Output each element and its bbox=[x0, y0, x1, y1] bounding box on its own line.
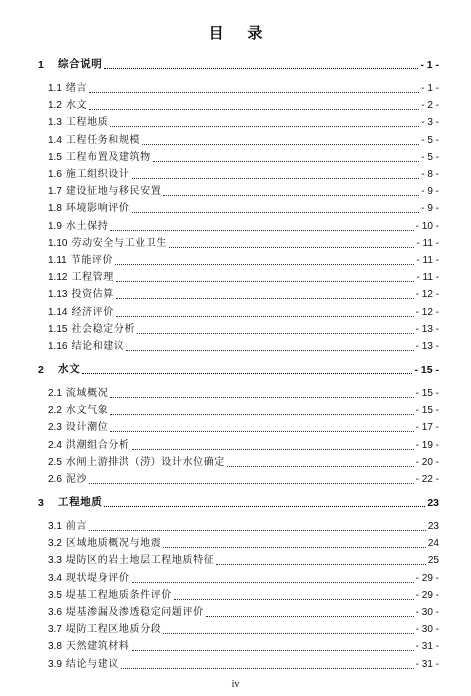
toc-entry-page: - 2 - bbox=[421, 100, 439, 112]
toc-entry-title: 绪言 bbox=[65, 83, 88, 94]
toc-entry-title: 流域概况 bbox=[65, 388, 109, 399]
toc-entry-page: - 19 - bbox=[415, 439, 439, 451]
dot-leader bbox=[89, 92, 419, 93]
dot-leader bbox=[206, 616, 414, 617]
toc-entry-number: 1.5 bbox=[48, 151, 62, 163]
toc-entry-title: 洪潮组合分析 bbox=[65, 439, 130, 451]
toc-entry-title: 区域地质概况与地震 bbox=[65, 538, 162, 550]
toc-entry-page: 23 bbox=[427, 497, 439, 509]
dot-leader bbox=[132, 582, 414, 583]
toc-entry-title: 工程地质 bbox=[65, 117, 109, 129]
toc-entry-title: 劳动安全与工业卫生 bbox=[71, 237, 167, 249]
toc-entry-page: - 22 - bbox=[415, 474, 439, 485]
toc-chapter-entry[interactable] bbox=[38, 496, 439, 510]
page-number-footer: iv bbox=[231, 679, 240, 690]
dot-leader bbox=[110, 431, 413, 432]
toc-entry-title: 堤基工程地质条件评价 bbox=[65, 589, 172, 601]
toc-entry-page: - 13 - bbox=[415, 323, 439, 335]
toc-entry-page: - 11 - bbox=[416, 255, 439, 266]
dot-leader bbox=[132, 212, 420, 213]
toc-section-entry[interactable] bbox=[48, 323, 439, 337]
toc-entry-number: 2.2 bbox=[48, 405, 62, 417]
toc-entry-page: - 8 - bbox=[421, 169, 439, 180]
dot-leader bbox=[116, 281, 415, 282]
toc-entry-page: - 9 - bbox=[421, 203, 439, 215]
toc-entry-title: 结论和建议 bbox=[71, 341, 125, 352]
toc-entry-page: - 30 - bbox=[415, 607, 439, 618]
dot-leader bbox=[163, 547, 426, 548]
toc-entry-page: 23 bbox=[427, 521, 439, 532]
toc-section-entry[interactable] bbox=[48, 473, 439, 487]
toc-entry-title: 节能评价 bbox=[70, 255, 114, 266]
toc-entry-title: 结论与建议 bbox=[65, 658, 119, 670]
dot-leader bbox=[116, 316, 414, 317]
dot-leader bbox=[153, 161, 420, 162]
toc-entry-title: 综合说明 bbox=[58, 59, 103, 70]
dot-leader bbox=[121, 668, 414, 669]
toc-entry-title: 社会稳定分析 bbox=[71, 323, 136, 335]
toc-entry-page: - 30 - bbox=[415, 624, 439, 636]
toc-section-entry[interactable] bbox=[48, 439, 439, 453]
toc-entry-number: 3.9 bbox=[48, 658, 62, 670]
toc-entry-page: 24 bbox=[427, 538, 439, 550]
toc-entry-number: 2.4 bbox=[48, 439, 62, 451]
toc-section-entry[interactable] bbox=[48, 421, 439, 435]
toc-entry-number: 3.3 bbox=[48, 555, 62, 567]
toc-entry-page: - 15 - bbox=[415, 388, 439, 399]
toc-section-entry[interactable] bbox=[48, 134, 439, 148]
toc-section-entry[interactable] bbox=[48, 151, 439, 165]
dot-leader bbox=[115, 264, 414, 265]
toc-entry-number: 1.7 bbox=[48, 186, 62, 198]
dot-leader bbox=[227, 466, 414, 467]
toc-entry-page: 25 bbox=[427, 555, 439, 567]
dot-leader bbox=[89, 530, 426, 531]
toc-section-entry[interactable] bbox=[48, 658, 439, 672]
toc-entry-number: 3.8 bbox=[48, 641, 62, 653]
toc-entry-page: - 11 - bbox=[416, 272, 439, 284]
toc-entry-title: 建设征地与移民安置 bbox=[65, 186, 162, 198]
toc-entry-page: - 5 - bbox=[421, 134, 439, 146]
dot-leader bbox=[126, 350, 413, 351]
toc-entry-number: 3.7 bbox=[48, 624, 62, 636]
toc-section-entry[interactable] bbox=[48, 456, 439, 470]
toc-entry-number: 1.4 bbox=[48, 134, 62, 146]
dot-leader bbox=[110, 414, 413, 415]
dot-leader bbox=[163, 195, 419, 196]
toc-entry-title: 水文 bbox=[65, 100, 88, 112]
toc-entry-page: - 15 - bbox=[415, 405, 439, 417]
dot-leader bbox=[132, 178, 420, 179]
toc-section-entry[interactable] bbox=[48, 271, 439, 285]
toc-section-entry[interactable] bbox=[48, 554, 439, 568]
toc-entry-title: 水文 bbox=[58, 364, 81, 375]
toc-entry-page: - 12 - bbox=[415, 289, 439, 301]
dot-leader bbox=[104, 506, 425, 507]
toc-entry-number: 1.3 bbox=[48, 117, 62, 129]
toc-entry-title: 工程布置及建筑物 bbox=[65, 151, 151, 163]
toc-entry-title: 泥沙 bbox=[65, 474, 88, 485]
toc-section-entry[interactable] bbox=[48, 404, 439, 418]
dot-leader bbox=[163, 633, 413, 634]
toc-entry-number: 3.5 bbox=[48, 589, 62, 601]
toc-entry-title: 工程管理 bbox=[71, 272, 114, 284]
toc-entry-number: 3.1 bbox=[48, 521, 62, 532]
toc-entry-title: 水闸上游排洪（涝）设计水位确定 bbox=[65, 456, 225, 468]
toc-section-entry[interactable] bbox=[48, 589, 439, 603]
toc-section-entry[interactable] bbox=[48, 288, 439, 302]
dot-leader bbox=[132, 650, 414, 651]
toc-entry-number: 2 bbox=[38, 364, 44, 376]
toc-entry-number: 2.1 bbox=[48, 388, 62, 399]
dot-leader bbox=[110, 230, 413, 231]
dot-leader bbox=[110, 397, 413, 398]
toc-entry-page: - 9 - bbox=[421, 186, 439, 198]
toc-entry-title: 设计潮位 bbox=[65, 422, 109, 434]
toc-entry-page: - 15 - bbox=[414, 364, 439, 376]
dot-leader bbox=[116, 298, 414, 299]
toc-entry-number: 1.15 bbox=[48, 323, 68, 335]
dot-leader bbox=[110, 126, 419, 127]
toc-section-entry[interactable] bbox=[48, 306, 439, 320]
toc-section-entry[interactable] bbox=[48, 254, 439, 268]
toc-section-entry[interactable] bbox=[48, 185, 439, 199]
toc-entry-title: 前言 bbox=[65, 521, 88, 532]
dot-leader bbox=[137, 333, 414, 334]
toc-entry-title: 经济评价 bbox=[71, 306, 114, 318]
toc-entry-page: - 10 - bbox=[415, 220, 439, 232]
toc-section-entry[interactable] bbox=[48, 623, 439, 637]
toc-entry-title: 堤基渗漏及渗透稳定问题评价 bbox=[65, 607, 204, 618]
dot-leader bbox=[132, 449, 414, 450]
toc-entry-number: 2.3 bbox=[48, 422, 62, 434]
toc-section-entry[interactable] bbox=[48, 640, 439, 654]
dot-leader bbox=[104, 68, 418, 69]
toc-entry-number: 1.2 bbox=[48, 100, 62, 112]
toc-section-entry[interactable] bbox=[48, 202, 439, 216]
toc-section-entry[interactable] bbox=[48, 537, 439, 551]
toc-entry-page: - 31 - bbox=[415, 641, 439, 653]
toc-entry-number: 3.6 bbox=[48, 607, 62, 618]
dot-leader bbox=[142, 144, 419, 145]
toc-chapter-entry[interactable] bbox=[38, 58, 439, 72]
toc-entry-page: - 29 - bbox=[415, 572, 439, 584]
toc-section-entry[interactable] bbox=[48, 99, 439, 113]
toc-section-entry[interactable] bbox=[48, 520, 439, 534]
toc-entry-number: 1.1 bbox=[48, 83, 62, 94]
toc-entry-number: 1.8 bbox=[48, 203, 62, 215]
toc-entry-page: - 1 - bbox=[420, 59, 439, 71]
toc-section-entry[interactable] bbox=[48, 572, 439, 586]
toc-entry-number: 1.14 bbox=[48, 306, 68, 318]
toc-entry-number: 3 bbox=[38, 497, 44, 509]
toc-entry-number: 2.5 bbox=[48, 456, 62, 468]
toc-entry-page: - 11 - bbox=[416, 237, 439, 249]
toc-entry-title: 环境影响评价 bbox=[65, 203, 130, 215]
dot-leader bbox=[82, 373, 412, 374]
toc-entry-number: 1.12 bbox=[48, 272, 68, 284]
toc-section-entry[interactable] bbox=[48, 82, 439, 96]
toc-entry-page: - 31 - bbox=[415, 658, 439, 670]
toc-entry-title: 投资估算 bbox=[71, 289, 114, 301]
toc-entry-title: 水文气象 bbox=[65, 405, 109, 417]
toc-entry-page: - 13 - bbox=[415, 341, 439, 352]
toc-entry-title: 工程地质 bbox=[58, 497, 103, 508]
toc-entry-number: 2.6 bbox=[48, 474, 62, 485]
toc-entry-number: 3.4 bbox=[48, 572, 62, 584]
toc-entry-number: 1.6 bbox=[48, 169, 62, 180]
toc-section-entry[interactable] bbox=[48, 387, 439, 401]
toc-entry-number: 1.9 bbox=[48, 220, 62, 232]
toc-section-entry[interactable] bbox=[48, 220, 439, 234]
toc-entry-page: - 3 - bbox=[421, 117, 439, 129]
toc-entry-title: 堤防区的岩土地层工程地质特征 bbox=[65, 555, 215, 567]
dot-leader bbox=[89, 109, 419, 110]
toc-entry-number: 3.2 bbox=[48, 538, 62, 550]
toc-chapter-entry[interactable] bbox=[38, 363, 439, 377]
toc-entry-number: 1.11 bbox=[48, 255, 67, 266]
toc-entry-title: 工程任务和规模 bbox=[65, 134, 141, 146]
toc-entry-page: - 1 - bbox=[421, 83, 439, 94]
toc-entry-title: 天然建筑材料 bbox=[65, 641, 130, 653]
toc-entry-page: - 5 - bbox=[421, 151, 439, 163]
toc-entry-page: - 12 - bbox=[415, 306, 439, 318]
toc-entry-title: 堤防工程区地质分段 bbox=[65, 624, 162, 636]
dot-leader bbox=[174, 599, 414, 600]
toc-section-entry[interactable] bbox=[48, 168, 439, 182]
toc-entry-title: 水土保持 bbox=[65, 220, 109, 232]
toc-entry-number: 1 bbox=[38, 59, 44, 71]
toc-entry-number: 1.16 bbox=[48, 341, 68, 352]
dot-leader bbox=[89, 483, 414, 484]
toc-section-entry[interactable] bbox=[48, 116, 439, 130]
page-title: 目 录 bbox=[208, 26, 273, 42]
toc-entry-title: 施工组织设计 bbox=[65, 169, 130, 180]
toc-section-entry[interactable] bbox=[48, 606, 439, 620]
toc-section-entry[interactable] bbox=[48, 340, 439, 354]
toc-entry-title: 现状堤身评价 bbox=[65, 572, 130, 584]
toc-entry-page: - 17 - bbox=[415, 422, 439, 434]
toc-entry-number: 1.10 bbox=[48, 237, 68, 249]
dot-leader bbox=[169, 247, 415, 248]
toc-entry-number: 1.13 bbox=[48, 289, 68, 301]
toc-entry-page: - 29 - bbox=[415, 589, 439, 601]
toc-section-entry[interactable] bbox=[48, 237, 439, 251]
dot-leader bbox=[216, 564, 426, 565]
toc-entry-page: - 20 - bbox=[415, 456, 439, 468]
